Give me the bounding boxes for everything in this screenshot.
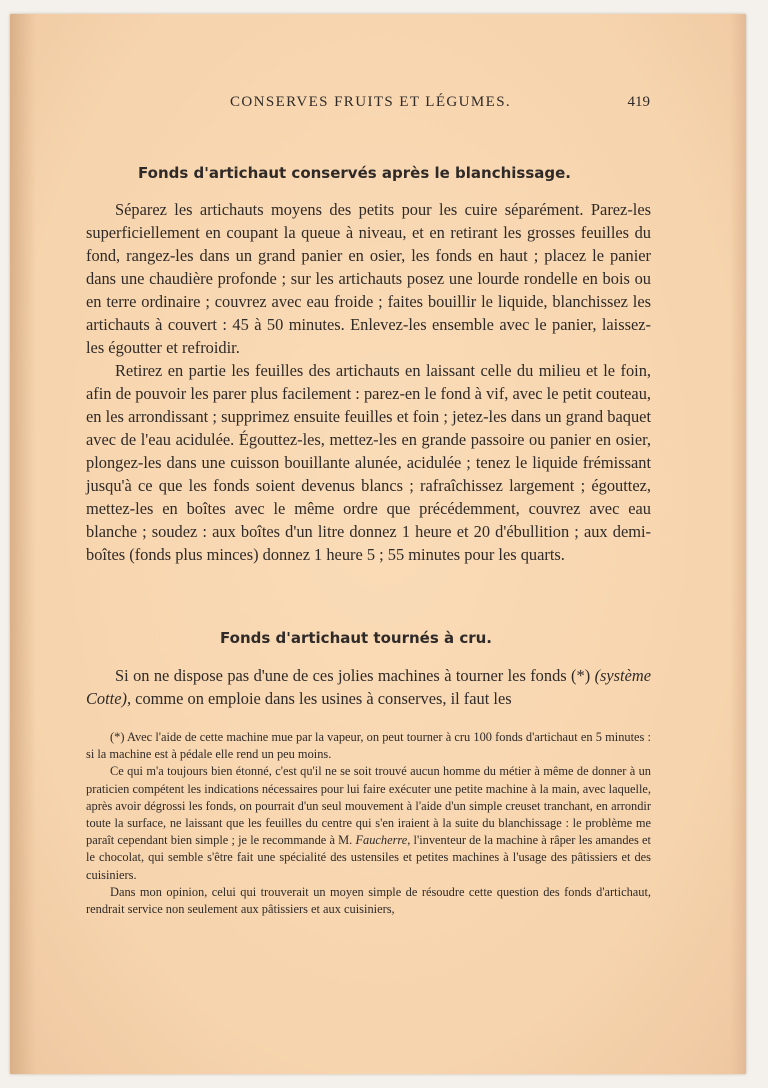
running-head — [210, 94, 650, 114]
paragraph: Retirez en partie les feuilles des artichauts en laissant celle du milieu et le foin, afin de pouvoir les parer plus facilement : parez-en le fond à vif, avec le petit couteau, en les arrondissant ; supprimez ensuite feuilles et foin ; jetez-les dans un grand baquet avec de l'eau acidulée. Égouttez-les, mettez-les en grande passoire ou panier en osier, plongez-les dans une cuisson bouillante alunée, acidulée ; tenez le liquide frémissant jusqu'à ce que les fonds soient devenus blancs ; rafraîchissez largement ; égouttez, mettez-les en boîtes avec le même ordre que précédemment, couvrez avec eau blanche ; soudez : aux boîtes d'un litre donnez 1 heure et 20 d'ébullition ; aux demi-boîtes (fonds plus minces) donnez 1 heure 5 ; 55 minutes pour les quarts. — [86, 361, 651, 564]
page-number: 419 — [627, 94, 650, 110]
section-heading-blanchissage: Fonds d'artichaut conservés après le blanchissage. — [138, 164, 572, 182]
paragraph-text: Si on ne dispose pas d'une de ces jolies machines à tourner les fonds (*) — [115, 666, 595, 685]
paragraph: Séparez les artichauts moyens des petits pour les cuire séparément. Parez-les superficiellement en coupant la queue à niveau, et en retirant les grosses feuilles du fond, rangez-les dans un grand panier en osier, les fonds en haut ; placez le panier dans une chaudière profonde ; sur les artichauts posez une lourde rondelle en bois ou en terre ordinaire ; couvrez avec eau froide ; faites bouillir le liquide, blanchissez les artichauts à couvert : 45 à 50 minutes. Enlevez-les ensemble avec le panier, laissez-les égoutter et refroidir. — [86, 200, 651, 357]
section-body-blanchissage — [86, 198, 651, 566]
italic-text: (système Cotte) — [86, 666, 651, 708]
book-page — [10, 14, 746, 1074]
paragraph-text: , comme on emploie dans les usines à conserves, il faut les — [126, 689, 512, 708]
footnote: Dans mon opinion, celui qui trouverait un moyen simple de résoudre cette question des fonds d'artichaut, rendrait service non seulement aux pâtissiers et aux cuisiniers, — [86, 884, 651, 917]
italic-text: Faucherre — [355, 833, 408, 848]
running-title: CONSERVES FRUITS ET LÉGUMES. — [230, 94, 512, 110]
footnote-text: Ce qui m'a toujours bien étonné, c'est qu'il ne se soit trouvé aucun homme du métier à même de donner à un praticien compétent les indications nécessaires pour lui faire exécuter une petite machine à la main, avec laquelle, après avoir dégrossi les fonds, on pourrait d'un seul mouvement à l'aide d'un simple creuset tranchant, en arrondir toute la surface, ne laissant que les feuilles du centre qui s'en iraient à la suite du blanchissage : le problème me paraît cependant bien simple ; je le recommande à M. — [86, 764, 651, 848]
footnotes — [86, 729, 651, 918]
footnote-text: , l'inventeur de la machine à râper les amandes et le chocolat, qui semble s'être fait une spécialité des ustensiles et petites machines à l'usage des pâtissiers et des cuisiniers. — [86, 833, 651, 882]
paragraph — [86, 664, 651, 710]
section-body-tournes-a-cru — [86, 664, 651, 710]
section-heading-tournes-a-cru: Fonds d'artichaut tournés à cru. — [220, 629, 492, 647]
footnote: (*) Avec l'aide de cette machine mue par la vapeur, on peut tourner à cru 100 fonds d'artichaut en 5 minutes : si la machine est à pédale elle rend un peu moins. — [86, 730, 651, 762]
footnote — [86, 763, 651, 883]
